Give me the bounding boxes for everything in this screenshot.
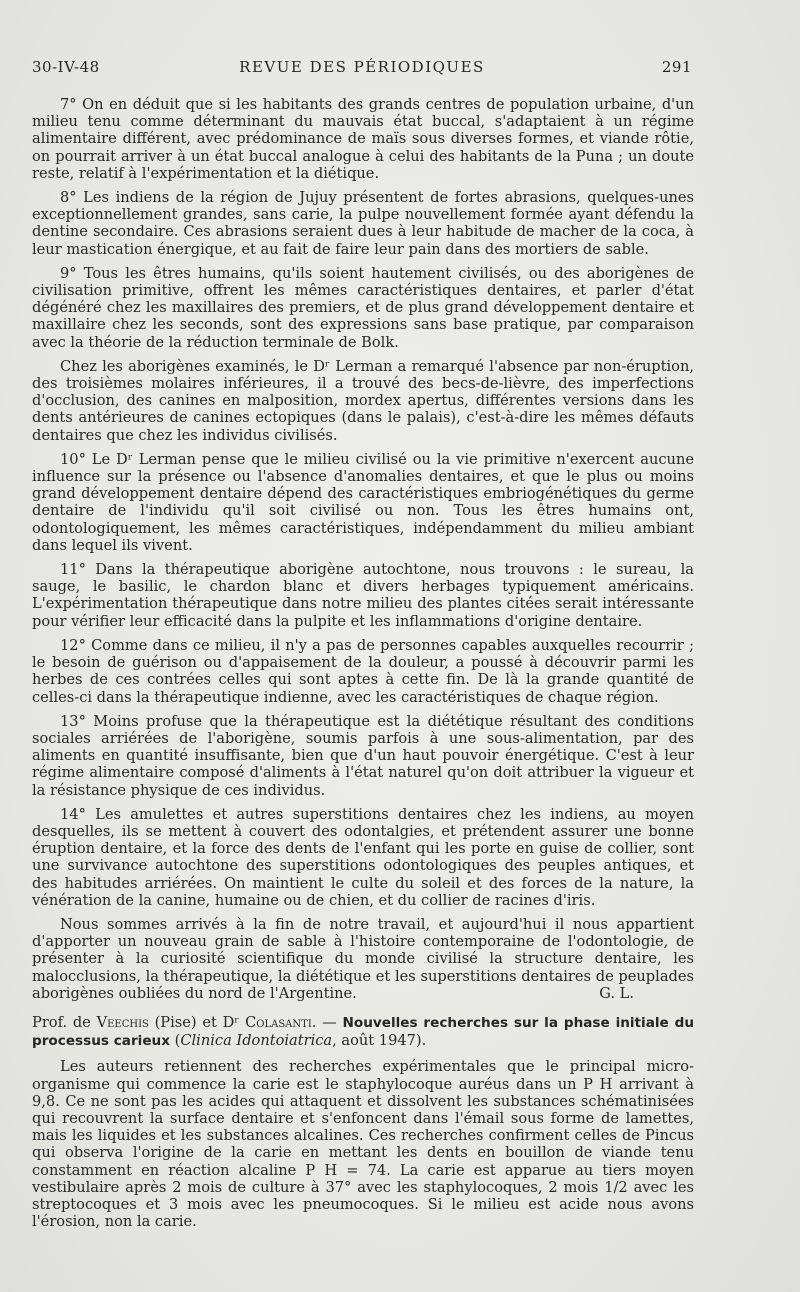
conclusion-paragraph [32,916,694,1002]
review-journal: Clinica Idontoiatrica [180,1032,333,1050]
running-header [32,58,692,82]
review-prefix: Prof. de [32,1013,97,1031]
page-number: 291 [661,58,692,76]
header-date: 30-IV-48 [32,58,100,76]
review-mid: (Pise) et Dʳ [148,1013,246,1031]
review-author-2: Colasanti [245,1013,312,1031]
review-dash: . — [311,1013,343,1031]
paragraph-11: 11° Dans la thérapeutique aborigène autochtone, nous trouvons : le sureau, la sauge, le basilic, le chardon blanc et divers herbages typiquement américains. L'expérimentation thérapeutique dans notre milieu des plantes citées serait intéressante pour vérifier leur efficacité dans la pulpite et les inflammations d'origine dentaire. [32,561,694,630]
paragraph-13: 13° Moins profuse que la thérapeutique est la diététique résultant des conditions sociales arriérées de l'aborigène, soumis parfois à une sous-alimentation, par des aliments en quantité insuffisante, bien que d'un haut pouvoir énergétique. C'est à leur régime alimentaire composé d'aliments à l'état naturel qu'on doit attribuer la vigueur et la résistance physique de ces individus. [32,712,694,799]
article-body [32,96,694,1237]
paragraph-12: 12° Comme dans ce milieu, il n'y a pas de personnes capables auxquelles recourrir ; le besoin de guérison ou d'appaisement de la douleur, a poussé à découvrir parmi les herbes de ces contrées celles qui sont aptes à cette fin. De là la grande quantité de celles-ci dans la thérapeutique indienne, avec les caractéristiques de chaque région. [32,636,694,706]
review-title: Nouvelles recherches sur la phase initiale du processus carieux [32,1014,695,1050]
paragraph-7: 7° On en déduit que si les habitants des grands centres de population urbaine, d'un milieu tenu comme déterminant du mauvais état buccal, s'adaptaient à un régime alimentaire différent, avec prédominance de maïs sous diverses formes, et viande rôtie, on pourrait arriver à un état buccal analogue à celui des habitants de la Puna ; un doute reste, relatif à l'expérimentation et la diétique. [32,96,694,182]
review-source-open: ( [170,1032,181,1050]
paragraph-aborigenes: Chez les aborigènes examinés, le Dʳ Lerman a remarqué l'absence par non-éruption, des troisièmes molaires inférieures, il a trouvé des becs-de-lièvre, des imperfections d'occlusion, des canines en malposition, mordex apertus, différentes versions dans les dents antérieures de canines ectopiques (dans le palais), c'est-à-dire les mêmes défauts dentaires que chez les individus civilisés. [32,357,694,444]
review-heading [32,1014,694,1050]
paragraph-9: 9° Tous les êtres humains, qu'ils soient hautement civilisés, ou des aborigènes de civilisation primitive, offrent les mêmes caractéristiques dentaires, et parler d'état dégénéré chez les maxillaires des premiers, et de plus grand développement dentaire et maxillaire chez les seconds, sont des expressions sans base pratique, par comparaison avec la théorie de la réduction terminale de Bolk. [32,264,694,351]
signature: G. L. [599,984,634,1002]
review-author-1: Veechis [96,1013,149,1031]
header-title: REVUE DES PÉRIODIQUES [239,58,485,76]
paragraph-14: 14° Les amulettes et autres superstitions dentaires chez les indiens, au moyen desquelles, ils se mettent à couvert des odontalgies, et prétendent assurer une bonne éruption dentaire, et la force des dents de l'enfant qui les porte en guise de collier, sont une survivance autochtone des superstitions odontologiques des peuples antiques, et des habitudes arriérées. On maintient le culte du soleil et des forces de la nature, la vénération de la canine, humaine ou de chien, et du collier de racines d'iris. [32,805,694,909]
review-body: Les auteurs retiennent des recherches expérimentales que le principal micro-organisme qui commence la carie est le staphylocoque auréus dans un P H arrivant à 9,8. Ce ne sont pas les acides qui attaquent et dissolvent les substances schématinisées qui recouvrent la surface dentaire et s'enfoncent dans l'émail sous forme de lamettes, mais les liquides et les substances alcalines. Ces recherches confirment celles de Pincus qui observa l'origine de la carie en mettant les dents en bouillon de viande tenu constamment en réaction alcaline P H = 74. La carie est apparue au tiers moyen vestibulaire après 2 mois de culture à 37° avec les staphylocoques, 2 mois 1/2 avec les streptocoques et 3 mois avec les pneumocoques. Si le milieu est acide nous avons l'érosion, non la carie. [32,1058,694,1231]
conclusion-text: Nous sommes arrivés à la fin de notre travail, et aujourd'hui il nous appartient d'apporter un nouveau grain de sable à l'histoire contemporaine de l'odontologie, de présenter à la curiosité scientifique du monde civilisé la structure dentaire, les malocclusions, la thérapeutique, la diététique et les superstitions dentaires de peuplades aborigènes oubliées du nord de l'Argentine. [32,915,694,1002]
paragraph-8: 8° Les indiens de la région de Jujuy présentent de fortes abrasions, quelques-unes exceptionnellement grandes, sans carie, la pulpe nouvellement formée ayant défendu la dentine secondaire. Ces abrasions seraient dues à leur habitude de macher de la coca, à leur mastication énergique, et au fait de faire leur pain dans des mortiers de sable. [32,189,694,258]
review-source-close: , août 1947). [332,1032,427,1050]
paragraph-10: 10° Le Dʳ Lerman pense que le milieu civilisé ou la vie primitive n'exercent aucune influence sur la présence ou l'absence d'anomalies dentaires, et que le plus ou moins grand développement dentaire dépend des caractéristiques embriogénétiques du germe dentaire de l'individu qu'il soit civilisé ou non. Tous les êtres humains ont, odontologiquement, les mêmes caractéristiques, indépendamment du milieu ambiant dans lequel ils vivent. [32,450,694,554]
